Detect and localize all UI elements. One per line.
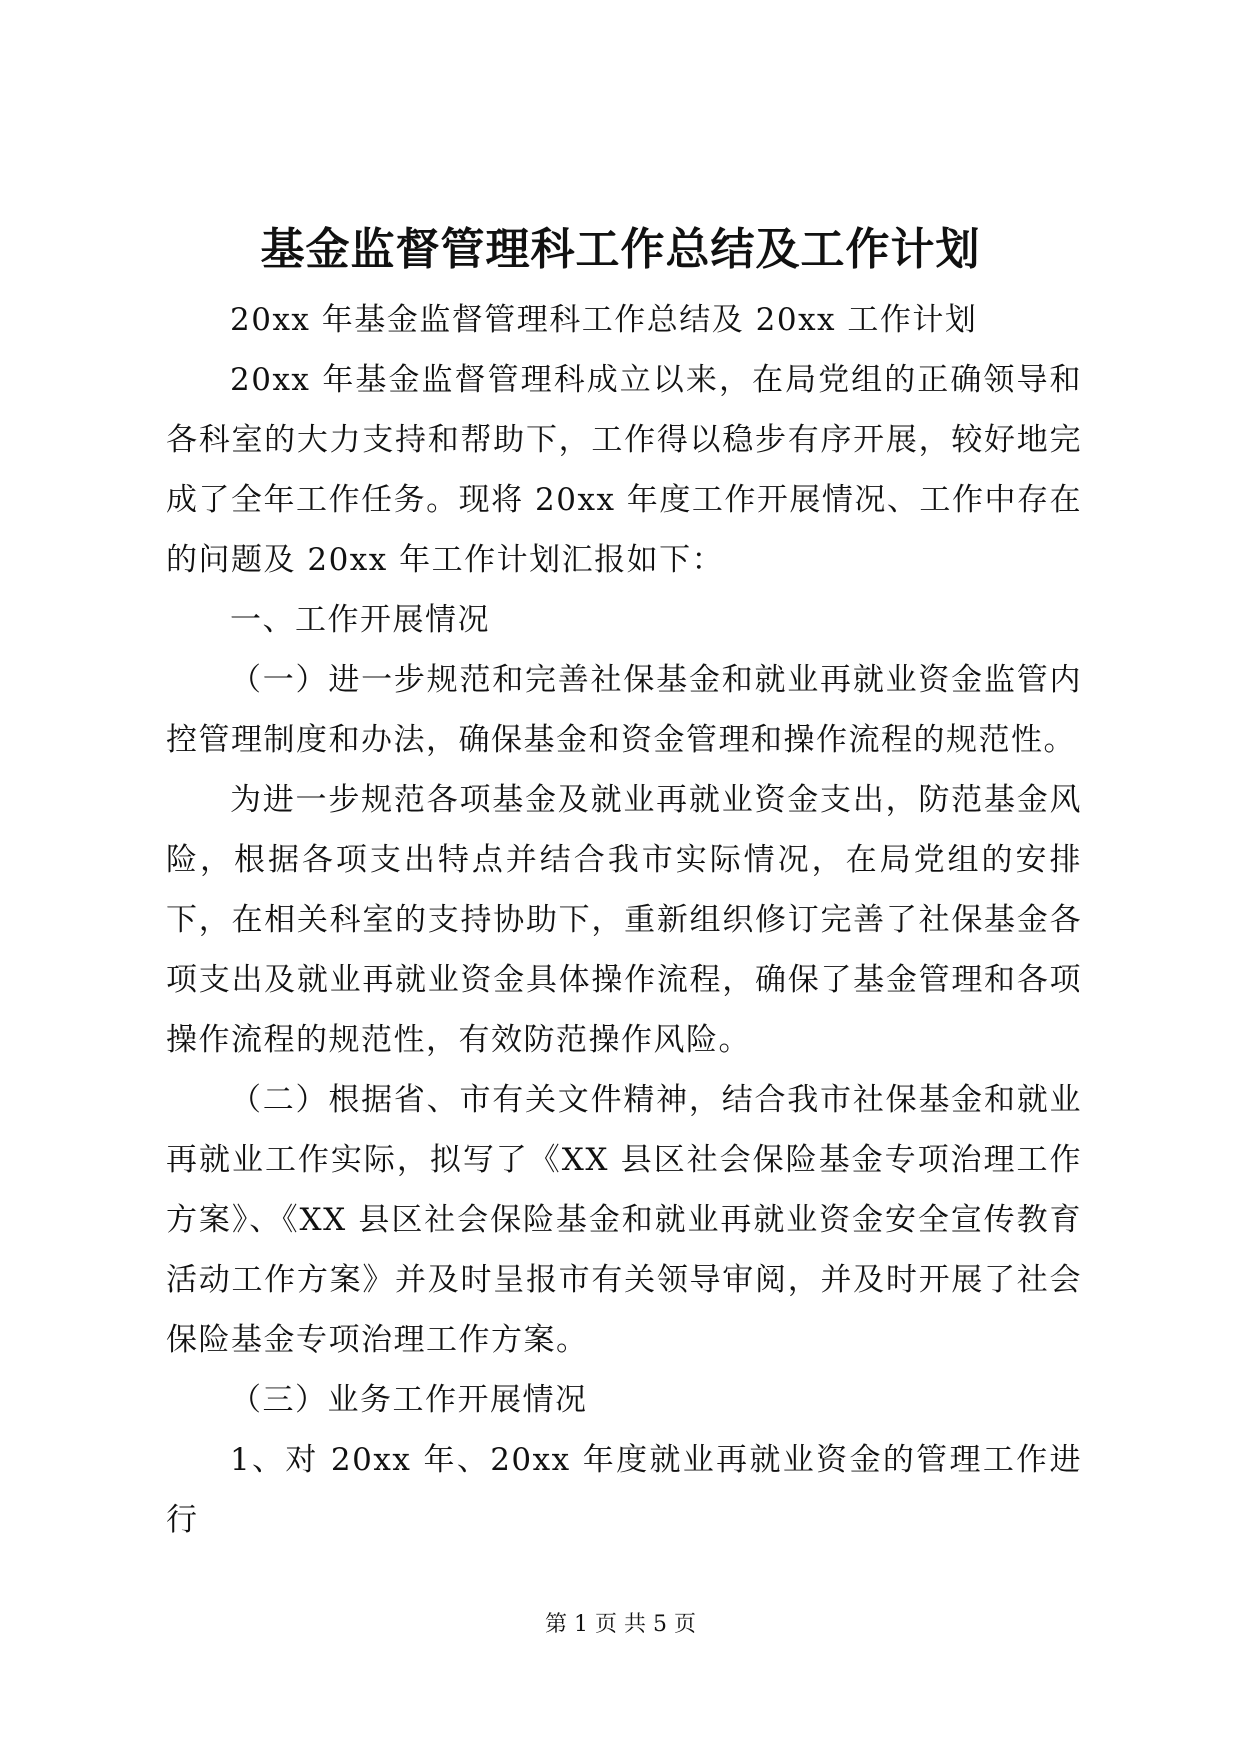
intro-paragraph: 20xx 年基金监督管理科成立以来，在局党组的正确领导和各科室的大力支持和帮助下，工作得以稳步有序开展，较好地完成了全年工作任务。现将 20xx 年度工作开展情况、工作中存在的问题及 20xx 年工作计划汇报如下： xyxy=(166,362,1082,578)
body-paragraph: 为进一步规范各项基金及就业再就业资金支出，防范基金风险，根据各项支出特点并结合我市实际情况，在局党组的安排下，在相关科室的支持协助下，重新组织修订完善了社保基金各项支出及就业再就业资金具体操作流程，确保了基金管理和各项操作流程的规范性，有效防范操作风险。 xyxy=(166,782,1082,1058)
document-title: 基金监督管理科工作总结及工作计划 xyxy=(260,224,981,275)
subsection-heading-3: （三）业务工作开展情况 xyxy=(230,1382,588,1418)
subsection-heading-2: （二）根据省、市有关文件精神，结合我市社保基金和就业再就业工作实际，拟写了《XX 县区社会保险基金专项治理工作方案》、《XX 县区社会保险基金和就业再就业资金安全宣传教育活动工作方案》并及时呈报市有关领导审阅，并及时开展了社会保险基金专项治理工作方案。 xyxy=(166,1082,1082,1358)
subtitle-paragraph: 20xx 年基金监督管理科工作总结及 20xx 工作计划 xyxy=(230,302,978,338)
subsection-heading-1: （一）进一步规范和完善社保基金和就业再就业资金监管内控管理制度和办法，确保基金和资金管理和操作流程的规范性。 xyxy=(166,662,1082,758)
section-heading: 一、工作开展情况 xyxy=(230,602,490,638)
page-footer: 第 1 页 共 5 页 xyxy=(545,1612,696,1637)
list-item: 1、对 20xx 年、20xx 年度就业再就业资金的管理工作进行 xyxy=(166,1442,1082,1538)
document-body xyxy=(166,290,1082,1550)
